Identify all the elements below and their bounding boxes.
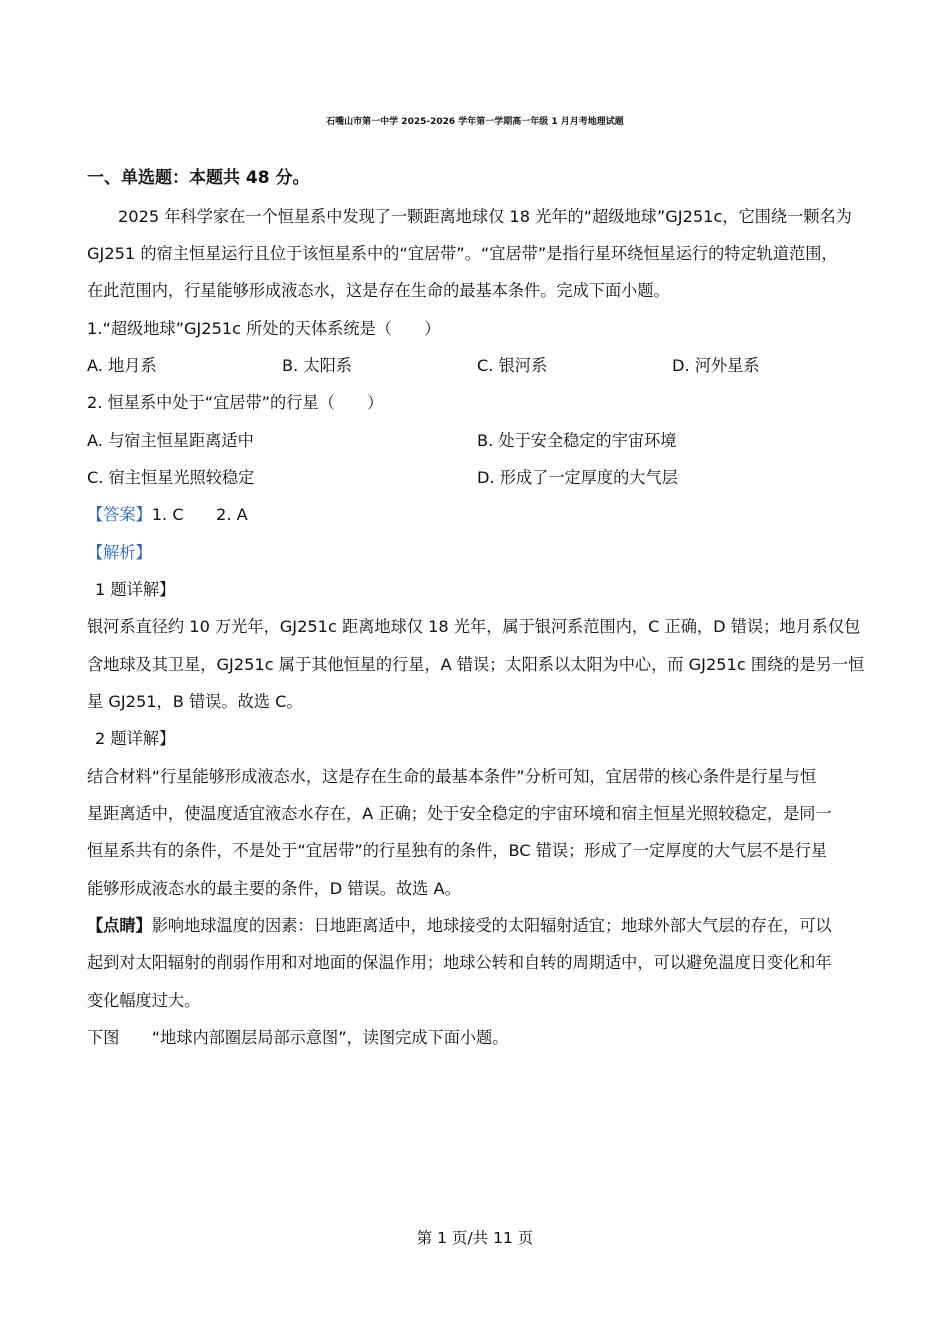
- section-heading: 一、单选题：本题共 48 分。: [87, 168, 310, 188]
- detail-1-line-3: 星 GJ251，B 错误。故选 C。: [87, 692, 303, 711]
- material-line-1: 2025 年科学家在一个恒星系中发现了一颗距离地球仅 18 光年的“超级地球”GJ251c，它围绕一颗名为: [118, 207, 852, 226]
- detail-1-line-2: 含地球及其卫星，GJ251c 属于其他恒星的行星，A 错误；太阳系以太阳为中心，而 GJ251c 围绕的是另一恒: [87, 655, 865, 674]
- detail-2-line-3: 恒星系共有的条件，不是处于“宜居带”的行星独有的条件，BC 错误；形成了一定厚度的大气层不是行星: [87, 841, 828, 860]
- next-question-intro: 下图 “地球内部圈层局部示意图”，读图完成下面小题。: [87, 1028, 509, 1047]
- material-line-2: GJ251 的宿主恒星运行且位于该恒星系中的“宜居带”。“宜居带”是指行星环绕恒星运行的特定轨道范围，: [87, 244, 838, 263]
- page-number-footer: 第 1 页/共 11 页: [416, 1229, 534, 1247]
- question-2-option-a: A. 与宿主恒星距离适中: [87, 431, 254, 450]
- question-2-option-b: B. 处于安全稳定的宇宙环境: [477, 431, 677, 450]
- detail-2-line-1: 结合材料“行星能够形成液态水，这是存在生命的最基本条件”分析可知，宜居带的核心条件是行星与恒: [87, 767, 817, 786]
- question-1-option-d: D. 河外星系: [672, 356, 760, 375]
- tip-text: 影响地球温度的因素：日地距离适中，地球接受的太阳辐射适宜；地球外部大气层的存在，可以: [151, 916, 832, 935]
- page-title: 石嘴山市第一中学 2025-2026 学年第一学期高一年级 1 月月考地理试题: [326, 117, 624, 127]
- question-1-option-b: B. 太阳系: [282, 356, 352, 375]
- detail-1-heading: 1 题详解】: [95, 580, 176, 599]
- question-2-option-c: C. 宿主恒星光照较稳定: [87, 468, 255, 487]
- answer-row: [87, 501, 248, 525]
- question-2-option-d: D. 形成了一定厚度的大气层: [477, 468, 678, 487]
- detail-1-line-1: 银河系直径约 10 万光年，GJ251c 距离地球仅 18 光年，属于银河系范围内，C 正确，D 错误；地月系仅包: [87, 617, 861, 636]
- detail-2-line-2: 星距离适中，使温度适宜液态水存在，A 正确；处于安全稳定的宇宙环境和宿主恒星光照较稳定，是同一: [87, 804, 832, 823]
- detail-2-heading: 2 题详解】: [95, 729, 176, 748]
- question-1-stem: 1.“超级地球”GJ251c 所处的天体系统是（ ）: [87, 319, 441, 338]
- question-2-stem: 2. 恒星系中处于“宜居带”的行星（ ）: [87, 393, 384, 412]
- tip-line-3: 变化幅度过大。: [87, 991, 201, 1010]
- detail-2-line-4: 能够形成液态水的最主要的条件，D 错误。故选 A。: [87, 879, 461, 898]
- tip-line-1: [87, 912, 832, 936]
- question-1-option-c: C. 银河系: [477, 356, 548, 375]
- material-line-3: 在此范围内，行星能够形成液态水，这是存在生命的最基本条件。完成下面小题。: [87, 281, 670, 300]
- answer-label: 【答案】: [87, 505, 152, 524]
- tip-line-2: 起到对太阳辐射的削弱作用和对地面的保温作用；地球公转和自转的周期适中，可以避免温度日变化和年: [87, 953, 832, 972]
- tip-label: 【点睛】: [87, 916, 152, 935]
- question-1-option-a: A. 地月系: [87, 356, 157, 375]
- analysis-label: 【解析】: [87, 543, 152, 562]
- answer-text: 1. C 2. A: [151, 505, 248, 524]
